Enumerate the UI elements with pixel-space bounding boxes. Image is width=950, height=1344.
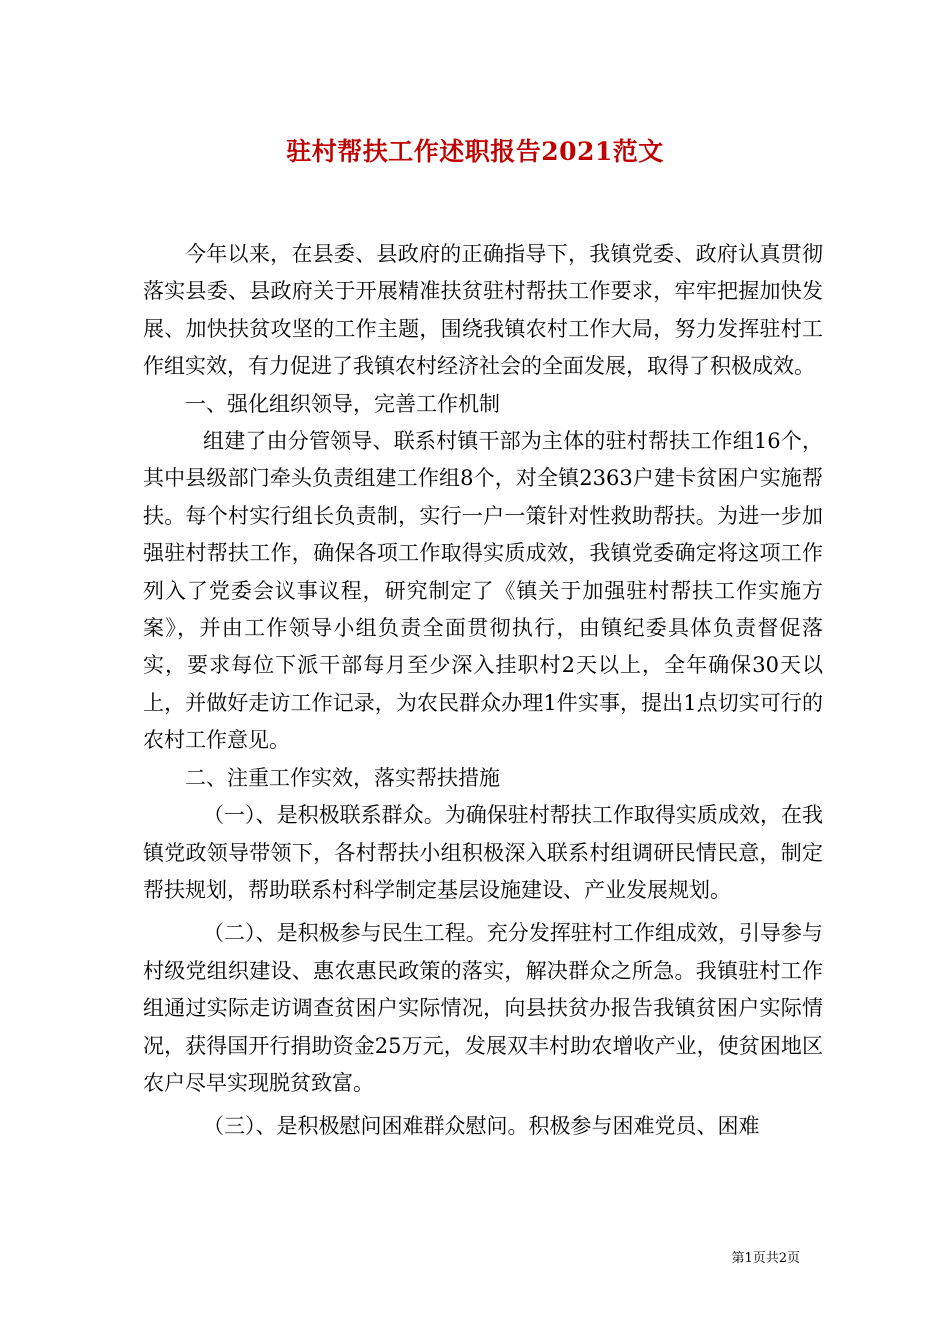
- section-heading-2: 二、注重工作实效，落实帮扶措施: [185, 765, 500, 790]
- paragraph-item-2: （二）、是积极参与民生工程。充分发挥驻村工作组成效，引导参与村级党组织建设、惠农惠民政策的落实，解决群众之所急。我镇驻村工作组通过实际走访调查贫困户实际情况，向县扶贫办报告我镇贫困户实际情况，获得国开行捐助资金25万元，发展双丰村助农增收产业，使贫困地区农户尽早实现脱贫致富。: [143, 921, 823, 1095]
- page-number: 第1页共2页: [731, 1251, 800, 1266]
- document-title: 驻村帮扶工作述职报告2021范文: [286, 137, 664, 166]
- document-body: [143, 236, 823, 1146]
- paragraph-intro: 今年以来，在县委、县政府的正确指导下，我镇党委、政府认真贯彻落实县委、县政府关于开展精准扶贫驻村帮扶工作要求，牢牢把握加快发展、加快扶贫攻坚的工作主题，围绕我镇农村工作大局，努力发挥驻村工作组实效，有力促进了我镇农村经济社会的全面发展，取得了积极成效。: [143, 242, 823, 379]
- section-heading-1: 一、强化组织领导，完善工作机制: [185, 391, 500, 416]
- paragraph-section-1: 组建了由分管领导、联系村镇干部为主体的驻村帮扶工作组16个，其中县级部门牵头负责组建工作组8个，对全镇2363户建卡贫困户实施帮扶。每个村实行组长负责制，实行一户一策针对性救助帮扶。为进一步加强驻村帮扶工作，确保各项工作取得实质成效，我镇党委确定将这项工作列入了党委会议事议程，研究制定了《镇关于加强驻村帮扶工作实施方案》，并由工作领导小组负责全面贯彻执行，由镇纪委具体负责督促落实，要求每位下派干部每月至少深入挂职村2天以上，全年确保30天以上，并做好走访工作记录，为农民群众办理1件实事，提出1点切实可行的农村工作意见。: [143, 429, 823, 753]
- paragraph-item-3: （三）、是积极慰问困难群众慰问。积极参与困难党员、困难: [203, 1114, 760, 1139]
- paragraph-item-1: （一）、是积极联系群众。为确保驻村帮扶工作取得实质成效，在我镇党政领导带领下，各村帮扶小组积极深入联系村组调研民情民意，制定帮扶规划，帮助联系村科学制定基层设施建设、产业发展规划。: [143, 803, 823, 902]
